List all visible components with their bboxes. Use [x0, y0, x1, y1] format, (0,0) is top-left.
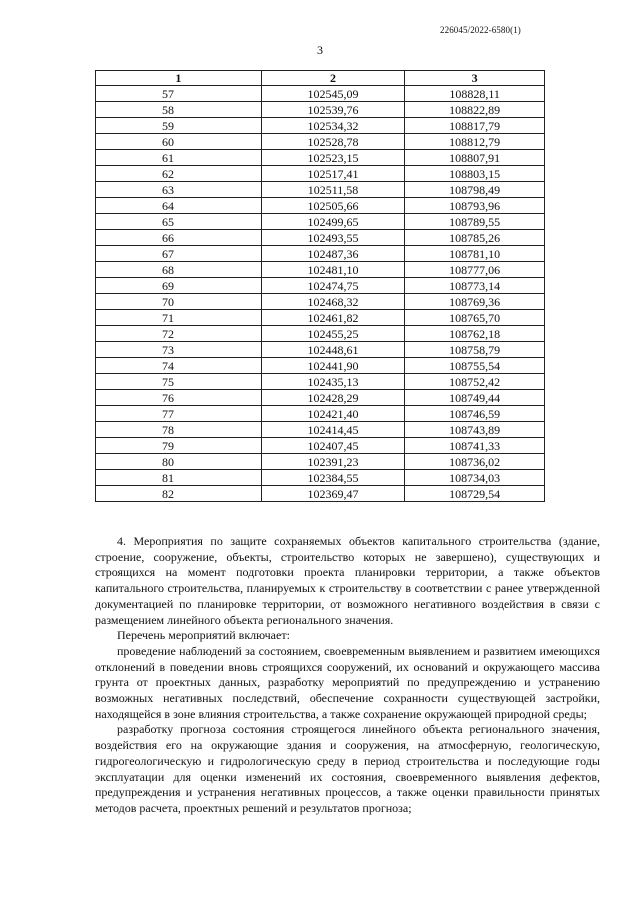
table-row — [96, 166, 545, 182]
table-cell: 75 — [96, 374, 262, 390]
table-cell: 70 — [96, 294, 262, 310]
table-cell: 81 — [96, 470, 262, 486]
column-header: 3 — [405, 71, 545, 86]
table-cell: 102539,76 — [261, 102, 405, 118]
table-row — [96, 294, 545, 310]
table-cell: 72 — [96, 326, 262, 342]
table-cell: 108822,89 — [405, 102, 545, 118]
table-cell: 108736,02 — [405, 454, 545, 470]
table-cell: 102528,78 — [261, 134, 405, 150]
table-cell: 102407,45 — [261, 438, 405, 454]
table-cell: 102461,82 — [261, 310, 405, 326]
table-cell: 74 — [96, 358, 262, 374]
body-text — [95, 534, 600, 817]
table-cell: 108741,33 — [405, 438, 545, 454]
table-row — [96, 198, 545, 214]
table-cell: 108793,96 — [405, 198, 545, 214]
table-cell: 102384,55 — [261, 470, 405, 486]
table-cell: 102505,66 — [261, 198, 405, 214]
table-cell: 61 — [96, 150, 262, 166]
table-cell: 108777,06 — [405, 262, 545, 278]
table-body — [96, 86, 545, 502]
table-row — [96, 150, 545, 166]
table-row — [96, 358, 545, 374]
table-row — [96, 342, 545, 358]
table-cell: 57 — [96, 86, 262, 102]
table-row — [96, 406, 545, 422]
table-cell: 78 — [96, 422, 262, 438]
table-cell: 73 — [96, 342, 262, 358]
table-row — [96, 278, 545, 294]
table-cell: 108755,54 — [405, 358, 545, 374]
table-cell: 66 — [96, 230, 262, 246]
table-cell: 102511,58 — [261, 182, 405, 198]
table-row — [96, 246, 545, 262]
table-cell: 79 — [96, 438, 262, 454]
table-cell: 64 — [96, 198, 262, 214]
table-cell: 80 — [96, 454, 262, 470]
table-cell: 108798,49 — [405, 182, 545, 198]
paragraph: 4. Мероприятия по защите сохраняемых объектов капитального строительства (здание, строение, сооружение, объекты, строительство которых не завершено), существующих и строящихся на момент подготовки проекта планировки территории, а также объектов капитального строительства, планируемых к строительству в соответствии с ранее утвержденной документацией по планировке территории, от возможного негативного воздействия в связи с размещением линейного объекта регионального значения. — [95, 534, 600, 627]
table-cell: 102545,09 — [261, 86, 405, 102]
table-cell: 65 — [96, 214, 262, 230]
table-row — [96, 326, 545, 342]
table-cell: 108785,26 — [405, 230, 545, 246]
table-cell: 102428,29 — [261, 390, 405, 406]
coordinates-table — [95, 70, 545, 502]
table-row — [96, 438, 545, 454]
table-cell: 60 — [96, 134, 262, 150]
table-cell: 108734,03 — [405, 470, 545, 486]
table-cell: 63 — [96, 182, 262, 198]
table-cell: 108765,70 — [405, 310, 545, 326]
table-cell: 108781,10 — [405, 246, 545, 262]
table-cell: 69 — [96, 278, 262, 294]
table-cell: 108817,79 — [405, 118, 545, 134]
table-cell: 108812,79 — [405, 134, 545, 150]
table-cell: 102369,47 — [261, 486, 405, 502]
table-cell: 102523,15 — [261, 150, 405, 166]
table-cell: 62 — [96, 166, 262, 182]
table-cell: 102487,36 — [261, 246, 405, 262]
table-row — [96, 102, 545, 118]
table-cell: 82 — [96, 486, 262, 502]
table-row — [96, 374, 545, 390]
table-cell: 108762,18 — [405, 326, 545, 342]
table-cell: 102455,25 — [261, 326, 405, 342]
table-cell: 108803,15 — [405, 166, 545, 182]
table-cell: 76 — [96, 390, 262, 406]
table-cell: 108807,91 — [405, 150, 545, 166]
table-cell: 102517,41 — [261, 166, 405, 182]
table-header-row — [96, 71, 545, 86]
table-row — [96, 182, 545, 198]
table-row — [96, 486, 545, 502]
table-cell: 108746,59 — [405, 406, 545, 422]
table-cell: 108769,36 — [405, 294, 545, 310]
table-row — [96, 422, 545, 438]
table-cell: 102468,32 — [261, 294, 405, 310]
table-cell: 108773,14 — [405, 278, 545, 294]
table-cell: 102481,10 — [261, 262, 405, 278]
table-cell: 102435,13 — [261, 374, 405, 390]
table-row — [96, 214, 545, 230]
table-row — [96, 134, 545, 150]
table-cell: 77 — [96, 406, 262, 422]
table-cell: 102534,32 — [261, 118, 405, 134]
table-cell: 67 — [96, 246, 262, 262]
table-row — [96, 470, 545, 486]
table-row — [96, 310, 545, 326]
table-cell: 102493,55 — [261, 230, 405, 246]
paragraph: проведение наблюдений за состоянием, своевременным выявлением и развитием имеющихся отклонений в поведении вновь строящихся сооружений, их оснований и окружающего массива грунта от проектных данных, разработку мероприятий по предупреждению и устранению возможных негативных последствий, обеспечение сохранности существующей застройки, находящейся в зоне влияния строительства, а также сохранение окружающей природной среды; — [95, 643, 600, 721]
paragraph: разработку прогноза состояния строящегося линейного объекта регионального значения, воздействия его на окружающие здания и сооружения, на атмосферную, геологическую, гидрогеологическую и гидрологическую среду в период строительства и последующие годы эксплуатации для оценки изменений их состояния, своевременного выявления дефектов, предупреждения и устранения негативных процессов, а также оценки правильности принятых методов расчета, проектных решений и результатов прогноза; — [95, 722, 600, 815]
table-cell: 58 — [96, 102, 262, 118]
table-cell: 71 — [96, 310, 262, 326]
table-row — [96, 454, 545, 470]
table-cell: 102421,40 — [261, 406, 405, 422]
table-cell: 108749,44 — [405, 390, 545, 406]
table-cell: 108789,55 — [405, 214, 545, 230]
table-cell: 102448,61 — [261, 342, 405, 358]
table-cell: 68 — [96, 262, 262, 278]
table-cell: 102499,65 — [261, 214, 405, 230]
table-row — [96, 262, 545, 278]
table-cell: 108743,89 — [405, 422, 545, 438]
paragraph: Перечень мероприятий включает: — [117, 628, 290, 643]
table-cell: 108752,42 — [405, 374, 545, 390]
table-cell: 102391,23 — [261, 454, 405, 470]
table-cell: 102441,90 — [261, 358, 405, 374]
table-cell: 102474,75 — [261, 278, 405, 294]
column-header: 2 — [261, 71, 405, 86]
table-row — [96, 118, 545, 134]
document-number: 226045/2022-6580(1) — [440, 25, 521, 35]
table-cell: 108828,11 — [405, 86, 545, 102]
table-row — [96, 390, 545, 406]
table-cell: 108729,54 — [405, 486, 545, 502]
table-cell: 102414,45 — [261, 422, 405, 438]
column-header: 1 — [96, 71, 262, 86]
table-row — [96, 86, 545, 102]
page-number: 3 — [317, 43, 323, 57]
table-cell: 59 — [96, 118, 262, 134]
table-cell: 108758,79 — [405, 342, 545, 358]
table-row — [96, 230, 545, 246]
